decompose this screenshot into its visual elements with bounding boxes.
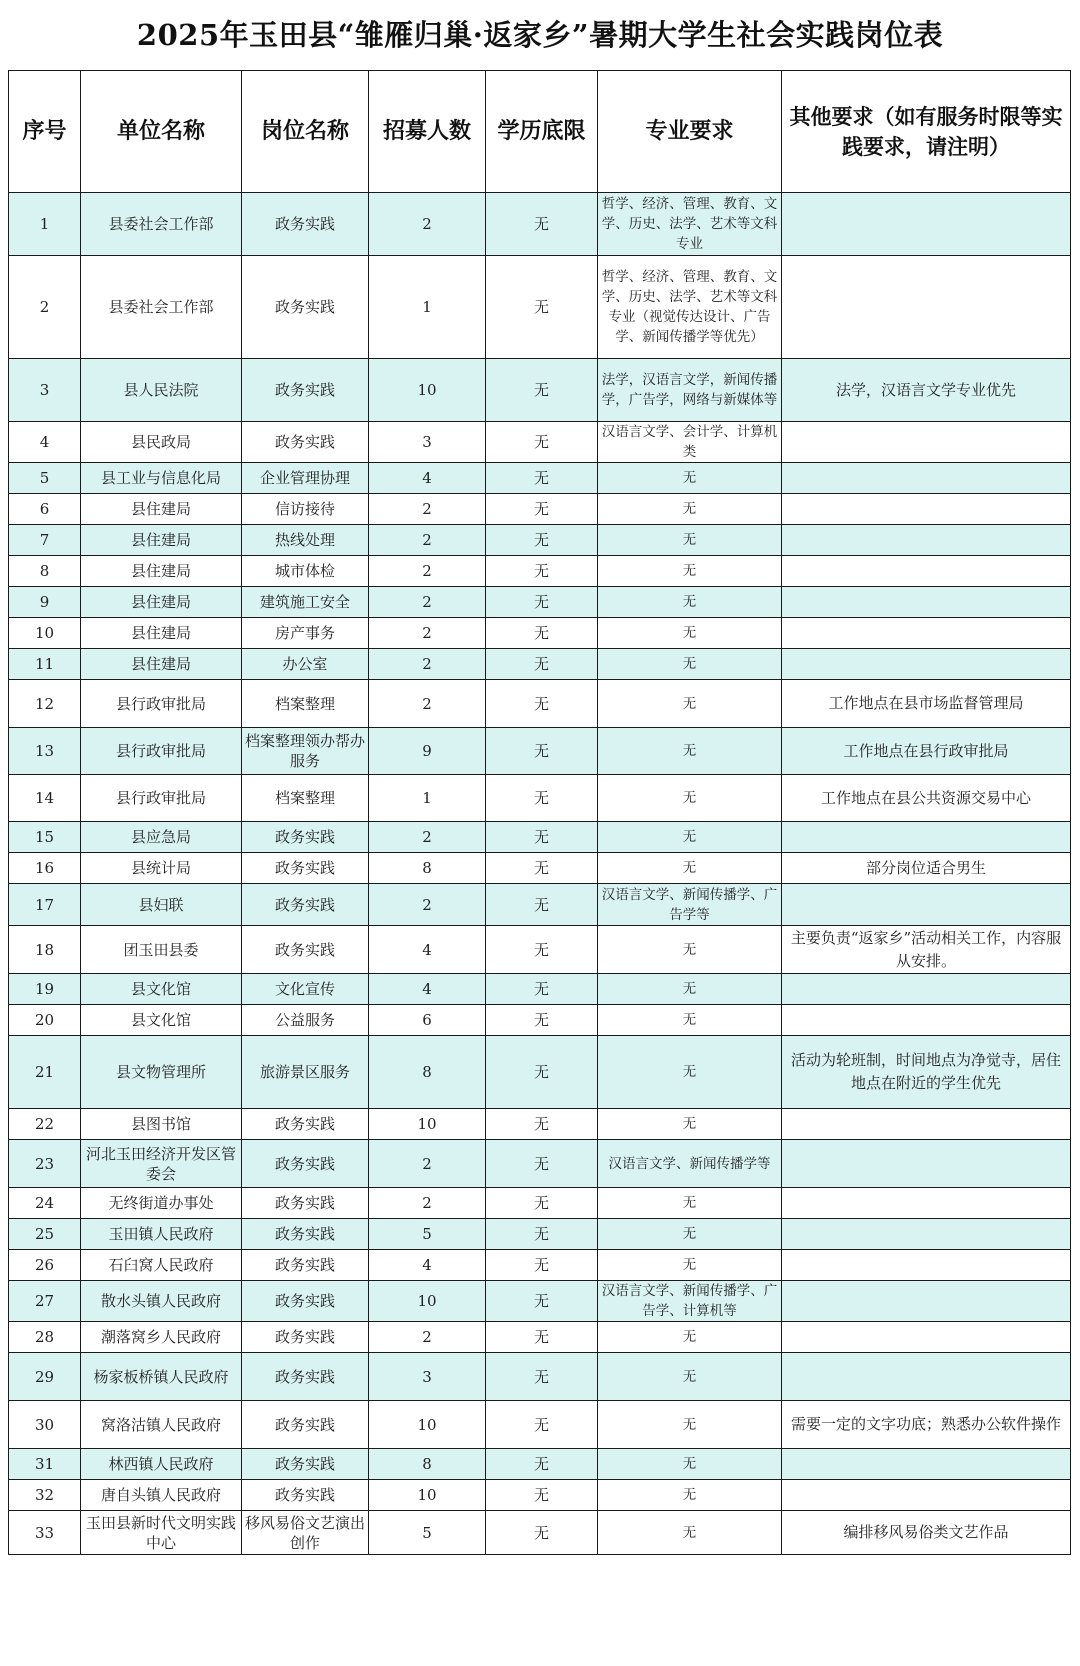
cell-unit: 县工业与信息化局: [81, 463, 242, 494]
cell-post: 政务实践: [242, 822, 369, 853]
header-no: 序号: [9, 71, 81, 193]
cell-other: [782, 587, 1071, 618]
cell-post: 政务实践: [242, 926, 369, 974]
cell-unit: 县民政局: [81, 422, 242, 463]
cell-other: [782, 256, 1071, 359]
cell-major: 汉语言文学、会计学、计算机类: [598, 422, 782, 463]
cell-unit: 县应急局: [81, 822, 242, 853]
cell-education: 无: [486, 494, 598, 525]
table-row: [9, 822, 1071, 853]
cell-unit: 玉田县新时代文明实践中心: [81, 1511, 242, 1555]
cell-other: [782, 1140, 1071, 1188]
cell-major: 哲学、经济、管理、教育、文学、历史、法学、艺术等文科专业（视觉传达设计、广告学、新闻传播学等优先）: [598, 256, 782, 359]
cell-post: 政务实践: [242, 853, 369, 884]
cell-education: 无: [486, 1036, 598, 1109]
cell-count: 8: [369, 1036, 486, 1109]
cell-post: 档案整理: [242, 680, 369, 728]
cell-education: 无: [486, 974, 598, 1005]
cell-unit: 县人民法院: [81, 359, 242, 422]
cell-major: 无: [598, 1480, 782, 1511]
cell-unit: 县文化馆: [81, 974, 242, 1005]
cell-count: 6: [369, 1005, 486, 1036]
cell-unit: 县住建局: [81, 618, 242, 649]
table-row: [9, 926, 1071, 974]
cell-education: 无: [486, 728, 598, 775]
cell-count: 2: [369, 884, 486, 926]
cell-no: 14: [9, 775, 81, 822]
cell-unit: 县文化馆: [81, 1005, 242, 1036]
cell-no: 31: [9, 1449, 81, 1480]
cell-other: [782, 556, 1071, 587]
cell-other: 活动为轮班制，时间地点为净觉寺，居住地点在附近的学生优先: [782, 1036, 1071, 1109]
table-row: [9, 1219, 1071, 1250]
table-row: [9, 494, 1071, 525]
cell-count: 2: [369, 618, 486, 649]
cell-education: 无: [486, 853, 598, 884]
cell-major: 无: [598, 618, 782, 649]
header-post: 岗位名称: [242, 71, 369, 193]
table-row: [9, 256, 1071, 359]
cell-other: [782, 1250, 1071, 1281]
cell-education: 无: [486, 1511, 598, 1555]
cell-major: 无: [598, 926, 782, 974]
cell-no: 32: [9, 1480, 81, 1511]
table-row: [9, 974, 1071, 1005]
cell-education: 无: [486, 463, 598, 494]
cell-post: 政务实践: [242, 1109, 369, 1140]
cell-no: 12: [9, 680, 81, 728]
table-row: [9, 1401, 1071, 1449]
cell-education: 无: [486, 1449, 598, 1480]
cell-major: 汉语言文学、新闻传播学等: [598, 1140, 782, 1188]
cell-major: 无: [598, 728, 782, 775]
cell-other: [782, 1188, 1071, 1219]
cell-other: [782, 1449, 1071, 1480]
cell-major: 无: [598, 1036, 782, 1109]
cell-education: 无: [486, 422, 598, 463]
cell-post: 档案整理: [242, 775, 369, 822]
cell-unit: 潮落窝乡人民政府: [81, 1322, 242, 1353]
cell-no: 1: [9, 193, 81, 256]
cell-count: 3: [369, 422, 486, 463]
header-education: 学历底限: [486, 71, 598, 193]
cell-no: 19: [9, 974, 81, 1005]
cell-other: [782, 618, 1071, 649]
cell-unit: 团玉田县委: [81, 926, 242, 974]
cell-unit: 县住建局: [81, 494, 242, 525]
cell-unit: 县行政审批局: [81, 680, 242, 728]
header-other: 其他要求（如有服务时限等实践要求，请注明）: [782, 71, 1071, 193]
positions-table: [8, 70, 1071, 1555]
table-row: [9, 728, 1071, 775]
cell-count: 2: [369, 822, 486, 853]
cell-major: 无: [598, 822, 782, 853]
cell-no: 24: [9, 1188, 81, 1219]
table-row: [9, 1322, 1071, 1353]
cell-no: 7: [9, 525, 81, 556]
cell-no: 13: [9, 728, 81, 775]
cell-other: [782, 649, 1071, 680]
cell-major: 哲学、经济、管理、教育、文学、历史、法学、艺术等文科专业: [598, 193, 782, 256]
cell-other: 法学，汉语言文学专业优先: [782, 359, 1071, 422]
cell-post: 文化宣传: [242, 974, 369, 1005]
cell-unit: 唐自头镇人民政府: [81, 1480, 242, 1511]
cell-unit: 县住建局: [81, 587, 242, 618]
cell-count: 1: [369, 256, 486, 359]
cell-count: 8: [369, 1449, 486, 1480]
cell-count: 2: [369, 1188, 486, 1219]
table-row: [9, 775, 1071, 822]
cell-no: 25: [9, 1219, 81, 1250]
cell-unit: 散水头镇人民政府: [81, 1281, 242, 1322]
cell-education: 无: [486, 822, 598, 853]
cell-count: 2: [369, 1322, 486, 1353]
cell-post: 政务实践: [242, 1250, 369, 1281]
cell-education: 无: [486, 359, 598, 422]
cell-post: 热线处理: [242, 525, 369, 556]
cell-post: 政务实践: [242, 359, 369, 422]
cell-no: 29: [9, 1353, 81, 1401]
cell-other: 工作地点在县公共资源交易中心: [782, 775, 1071, 822]
cell-other: [782, 463, 1071, 494]
cell-count: 3: [369, 1353, 486, 1401]
cell-post: 档案整理领办帮办服务: [242, 728, 369, 775]
cell-major: 无: [598, 853, 782, 884]
cell-other: 工作地点在县市场监督管理局: [782, 680, 1071, 728]
cell-unit: 县委社会工作部: [81, 256, 242, 359]
cell-count: 10: [369, 359, 486, 422]
table-row: [9, 1005, 1071, 1036]
cell-count: 2: [369, 1140, 486, 1188]
cell-education: 无: [486, 1219, 598, 1250]
table-body: [9, 193, 1071, 1555]
cell-major: 无: [598, 1109, 782, 1140]
cell-count: 2: [369, 193, 486, 256]
table-row: [9, 1140, 1071, 1188]
cell-unit: 县图书馆: [81, 1109, 242, 1140]
table-row: [9, 463, 1071, 494]
header-unit: 单位名称: [81, 71, 242, 193]
cell-post: 政务实践: [242, 1188, 369, 1219]
cell-count: 2: [369, 525, 486, 556]
cell-other: [782, 422, 1071, 463]
table-row: [9, 1109, 1071, 1140]
cell-other: [782, 1219, 1071, 1250]
cell-unit: 玉田镇人民政府: [81, 1219, 242, 1250]
cell-major: 无: [598, 649, 782, 680]
cell-other: 部分岗位适合男生: [782, 853, 1071, 884]
cell-major: 无: [598, 463, 782, 494]
cell-major: 无: [598, 1401, 782, 1449]
cell-education: 无: [486, 587, 598, 618]
cell-no: 2: [9, 256, 81, 359]
table-row: [9, 1353, 1071, 1401]
cell-other: [782, 974, 1071, 1005]
cell-education: 无: [486, 1188, 598, 1219]
cell-other: [782, 1480, 1071, 1511]
cell-education: 无: [486, 1281, 598, 1322]
cell-education: 无: [486, 649, 598, 680]
cell-no: 10: [9, 618, 81, 649]
cell-no: 30: [9, 1401, 81, 1449]
cell-education: 无: [486, 926, 598, 974]
cell-other: [782, 1109, 1071, 1140]
table-row: [9, 359, 1071, 422]
cell-post: 企业管理协理: [242, 463, 369, 494]
cell-other: [782, 822, 1071, 853]
cell-unit: 石臼窝人民政府: [81, 1250, 242, 1281]
table-row: [9, 618, 1071, 649]
cell-unit: 县统计局: [81, 853, 242, 884]
cell-education: 无: [486, 1480, 598, 1511]
table-row: [9, 422, 1071, 463]
cell-post: 信访接待: [242, 494, 369, 525]
cell-count: 1: [369, 775, 486, 822]
cell-education: 无: [486, 1250, 598, 1281]
cell-other: [782, 1353, 1071, 1401]
cell-post: 政务实践: [242, 256, 369, 359]
cell-no: 17: [9, 884, 81, 926]
table-row: [9, 853, 1071, 884]
cell-post: 政务实践: [242, 1353, 369, 1401]
cell-major: 无: [598, 974, 782, 1005]
cell-major: 无: [598, 1353, 782, 1401]
header-count: 招募人数: [369, 71, 486, 193]
table-row: [9, 680, 1071, 728]
cell-major: 法学，汉语言文学，新闻传播学，广告学，网络与新媒体等: [598, 359, 782, 422]
cell-unit: 县行政审批局: [81, 728, 242, 775]
table-row: [9, 525, 1071, 556]
cell-major: 无: [598, 1005, 782, 1036]
cell-education: 无: [486, 1109, 598, 1140]
cell-count: 10: [369, 1480, 486, 1511]
cell-other: [782, 494, 1071, 525]
cell-no: 22: [9, 1109, 81, 1140]
cell-no: 11: [9, 649, 81, 680]
cell-post: 建筑施工安全: [242, 587, 369, 618]
cell-other: [782, 1322, 1071, 1353]
cell-count: 4: [369, 926, 486, 974]
cell-major: 无: [598, 1250, 782, 1281]
cell-post: 政务实践: [242, 1322, 369, 1353]
cell-no: 9: [9, 587, 81, 618]
table-row: [9, 649, 1071, 680]
cell-no: 8: [9, 556, 81, 587]
cell-count: 5: [369, 1219, 486, 1250]
cell-no: 3: [9, 359, 81, 422]
cell-no: 28: [9, 1322, 81, 1353]
cell-no: 5: [9, 463, 81, 494]
cell-count: 4: [369, 1250, 486, 1281]
cell-education: 无: [486, 256, 598, 359]
cell-count: 10: [369, 1281, 486, 1322]
cell-count: 2: [369, 649, 486, 680]
cell-post: 政务实践: [242, 884, 369, 926]
cell-no: 21: [9, 1036, 81, 1109]
cell-unit: 县文物管理所: [81, 1036, 242, 1109]
table-row: [9, 1188, 1071, 1219]
cell-no: 4: [9, 422, 81, 463]
cell-other: [782, 193, 1071, 256]
table-row: [9, 1449, 1071, 1480]
cell-education: 无: [486, 884, 598, 926]
cell-major: 汉语言文学、新闻传播学、广告学、计算机等: [598, 1281, 782, 1322]
cell-other: [782, 1005, 1071, 1036]
cell-education: 无: [486, 775, 598, 822]
cell-post: 政务实践: [242, 1219, 369, 1250]
cell-major: 无: [598, 556, 782, 587]
cell-unit: 县住建局: [81, 525, 242, 556]
cell-other: [782, 1281, 1071, 1322]
cell-education: 无: [486, 1005, 598, 1036]
cell-other: [782, 525, 1071, 556]
cell-post: 旅游景区服务: [242, 1036, 369, 1109]
cell-unit: 林西镇人民政府: [81, 1449, 242, 1480]
cell-post: 公益服务: [242, 1005, 369, 1036]
cell-unit: 县住建局: [81, 649, 242, 680]
cell-major: 无: [598, 525, 782, 556]
cell-education: 无: [486, 556, 598, 587]
table-row: [9, 884, 1071, 926]
cell-no: 6: [9, 494, 81, 525]
cell-post: 政务实践: [242, 1480, 369, 1511]
header-major: 专业要求: [598, 71, 782, 193]
cell-count: 10: [369, 1109, 486, 1140]
cell-major: 无: [598, 1449, 782, 1480]
cell-count: 2: [369, 680, 486, 728]
cell-major: 无: [598, 494, 782, 525]
cell-education: 无: [486, 1140, 598, 1188]
cell-major: 无: [598, 1219, 782, 1250]
cell-unit: 县住建局: [81, 556, 242, 587]
cell-count: 4: [369, 463, 486, 494]
cell-post: 办公室: [242, 649, 369, 680]
cell-no: 23: [9, 1140, 81, 1188]
cell-education: 无: [486, 1353, 598, 1401]
cell-major: 无: [598, 1322, 782, 1353]
cell-major: 汉语言文学、新闻传播学、广告学等: [598, 884, 782, 926]
cell-unit: 县行政审批局: [81, 775, 242, 822]
cell-major: 无: [598, 775, 782, 822]
cell-count: 2: [369, 494, 486, 525]
table-row: [9, 587, 1071, 618]
table-row: [9, 1511, 1071, 1555]
cell-count: 10: [369, 1401, 486, 1449]
cell-post: 政务实践: [242, 1281, 369, 1322]
cell-education: 无: [486, 1401, 598, 1449]
cell-unit: 无终街道办事处: [81, 1188, 242, 1219]
cell-other: 编排移风易俗类文艺作品: [782, 1511, 1071, 1555]
cell-post: 政务实践: [242, 1140, 369, 1188]
cell-other: 工作地点在县行政审批局: [782, 728, 1071, 775]
table-header-row: [9, 71, 1071, 193]
cell-unit: 杨家板桥镇人民政府: [81, 1353, 242, 1401]
cell-unit: 河北玉田经济开发区管委会: [81, 1140, 242, 1188]
table-row: [9, 1036, 1071, 1109]
cell-count: 9: [369, 728, 486, 775]
cell-count: 2: [369, 556, 486, 587]
table-row: [9, 1250, 1071, 1281]
cell-post: 政务实践: [242, 193, 369, 256]
cell-other: [782, 884, 1071, 926]
cell-no: 20: [9, 1005, 81, 1036]
cell-unit: 县委社会工作部: [81, 193, 242, 256]
cell-no: 16: [9, 853, 81, 884]
page-title: 2025年玉田县“雏雁归巢·返家乡”暑期大学生社会实践岗位表: [136, 17, 944, 52]
cell-education: 无: [486, 680, 598, 728]
cell-count: 5: [369, 1511, 486, 1555]
cell-post: 政务实践: [242, 1449, 369, 1480]
cell-no: 26: [9, 1250, 81, 1281]
cell-education: 无: [486, 525, 598, 556]
table-row: [9, 556, 1071, 587]
cell-major: 无: [598, 587, 782, 618]
cell-education: 无: [486, 618, 598, 649]
cell-unit: 县妇联: [81, 884, 242, 926]
cell-major: 无: [598, 1188, 782, 1219]
table-row: [9, 193, 1071, 256]
cell-education: 无: [486, 1322, 598, 1353]
cell-post: 城市体检: [242, 556, 369, 587]
cell-post: 政务实践: [242, 422, 369, 463]
cell-no: 18: [9, 926, 81, 974]
cell-post: 房产事务: [242, 618, 369, 649]
cell-no: 33: [9, 1511, 81, 1555]
cell-count: 2: [369, 587, 486, 618]
cell-major: 无: [598, 1511, 782, 1555]
cell-no: 15: [9, 822, 81, 853]
cell-unit: 窝洛沽镇人民政府: [81, 1401, 242, 1449]
cell-education: 无: [486, 193, 598, 256]
table-row: [9, 1281, 1071, 1322]
table-row: [9, 1480, 1071, 1511]
cell-major: 无: [598, 680, 782, 728]
cell-post: 移风易俗文艺演出创作: [242, 1511, 369, 1555]
cell-count: 4: [369, 974, 486, 1005]
cell-no: 27: [9, 1281, 81, 1322]
cell-other: 需要一定的文字功底；熟悉办公软件操作: [782, 1401, 1071, 1449]
cell-post: 政务实践: [242, 1401, 369, 1449]
cell-count: 8: [369, 853, 486, 884]
cell-other: 主要负责“返家乡”活动相关工作，内容服从安排。: [782, 926, 1071, 974]
